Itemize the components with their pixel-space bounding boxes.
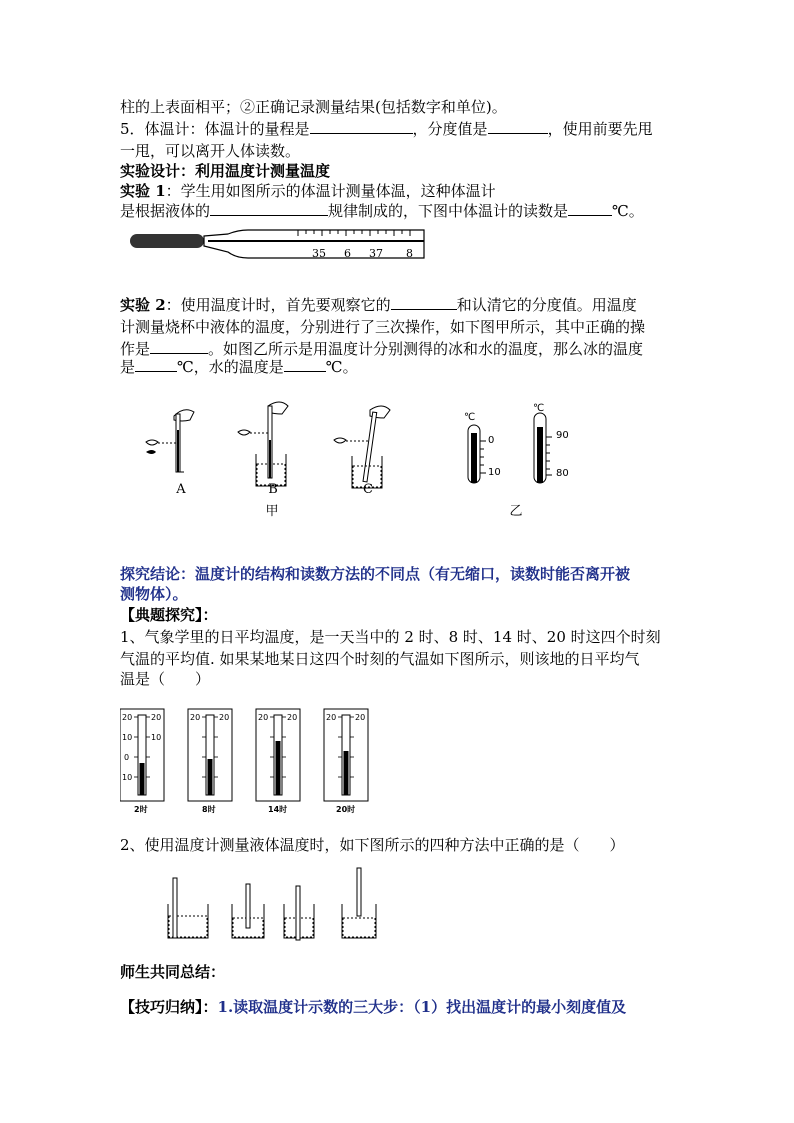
scale-14h-r20: 20 (287, 713, 298, 722)
experiment2-line-4: 是 ℃，水的温度是 ℃。 (120, 358, 358, 376)
scale-r-10: 10 (151, 733, 162, 742)
caption-jia: 甲 (265, 504, 279, 519)
operation-c (334, 406, 390, 488)
thermometer-bulb (130, 234, 204, 248)
scale-14h-20: 20 (258, 713, 269, 722)
beaker-method-b (232, 884, 264, 938)
scale-10: 10 (122, 733, 133, 742)
conclusion-line: 探究结论：温度计的结构和读数方法的不同点（有无缩口，读数时能否离开被 (120, 565, 631, 583)
four-beakers-figure (164, 866, 394, 942)
time-label-14h: 14时 (268, 805, 288, 814)
time-label-2h: 2时 (134, 805, 148, 814)
blank-range[interactable] (310, 119, 413, 134)
thermometer-water (534, 413, 552, 483)
time-label-8h: 8时 (202, 805, 216, 814)
question1-line-3: 温是（ ） (120, 670, 211, 688)
conclusion-line-2: 测物体）。 (120, 585, 188, 603)
skills-summary-line: 【技巧归纳】：1.读取温度计示数的三大步：（1）找出温度计的最小刻度值及 (120, 998, 627, 1016)
text-line-1: 柱的上表面相平；②正确记录测量结果(包括数字和单位)。 (120, 98, 507, 116)
scale-20h-20: 20 (326, 713, 337, 722)
tick-label-6: 6 (344, 247, 351, 260)
caption-yi: 乙 (509, 504, 523, 519)
experiment2-line-2: 计测量烧杯中液体的温度，分别进行了三次操作，如下图甲所示，其中正确的操 (120, 318, 646, 336)
scale-20: 20 (122, 713, 133, 722)
blank-reading[interactable] (568, 201, 612, 216)
blank-correct-op[interactable] (150, 339, 208, 354)
label-c: C (363, 482, 373, 497)
beaker-method-c (284, 886, 314, 940)
blank-principle[interactable] (210, 201, 328, 216)
time-label-20h: 20时 (336, 805, 356, 814)
beaker-method-a (168, 878, 208, 938)
typical-problems-heading: 【典题探究】： (120, 606, 218, 624)
text-line-3: 一甩，可以离开人体读数。 (120, 142, 301, 160)
experiment1-line: 实验 1：学生用如图所示的体温计测量体温，这种体温计 (120, 182, 496, 200)
label-b: B (268, 482, 278, 497)
therm2-unit: ℃ (533, 403, 545, 414)
scale-20h-r20: 20 (355, 713, 366, 722)
blank-water-temp[interactable] (284, 357, 326, 372)
operation-a (146, 410, 194, 472)
clinical-thermometer-figure (128, 226, 428, 266)
thermometer-ice (468, 425, 486, 483)
experiment2-line: 实验 2：使用温度计时，首先要观察它的 和认清它的分度值。用温度 (120, 296, 637, 314)
thermometer-14h (256, 709, 300, 801)
question1-line: 1、气象学里的日平均温度，是一天当中的 2 时、8 时、14 时、20 时这四个时刻 (120, 628, 661, 646)
scale-8h-20: 20 (190, 713, 201, 722)
therm1-top: 0 (488, 435, 495, 446)
label-a: A (176, 482, 186, 497)
blank-division[interactable] (488, 119, 548, 134)
operation-b (238, 402, 288, 486)
therm2-bottom: 80 (556, 468, 569, 479)
summary-heading: 师生共同总结： (120, 963, 226, 981)
experiment2-line-3: 作是 。如图乙所示是用温度计分别测得的冰和水的温度，那么冰的温度 (120, 340, 644, 358)
therm2-top: 90 (556, 430, 569, 441)
therm1-bottom: 10 (488, 467, 501, 478)
scale-8h-r20: 20 (219, 713, 230, 722)
tick-label-8: 8 (406, 247, 413, 260)
experiment1-line-2: 是根据液体的 规律制成的，下图中体温计的读数是 ℃。 (120, 202, 644, 220)
blank-ice-temp[interactable] (135, 357, 177, 372)
scale-10b: 10 (122, 773, 133, 782)
question1-line-2: 气温的平均值. 如果某地某日这四个时刻的气温如下图所示，则该地的日平均气 (120, 650, 640, 668)
thermometer-scale (298, 230, 410, 236)
scale-0: 0 (124, 753, 130, 762)
beaker-method-d (342, 868, 376, 938)
question2-line: 2、使用温度计测量液体温度时，如下图所示的四种方法中正确的是（ ） (120, 836, 625, 854)
tick-label-35: 35 (312, 247, 326, 260)
four-thermometers-figure (120, 707, 380, 817)
experiment-design-heading: 实验设计：利用温度计测量温度 (120, 162, 331, 180)
thermometer-8h (188, 709, 232, 801)
text-line-thermometer-range: 5．体温计：体温计的量程是 ，分度值是 ，使用前要先甩 (120, 120, 653, 138)
therm1-unit: ℃ (464, 412, 476, 423)
tick-label-37: 37 (369, 247, 383, 260)
thermometer-20h (324, 709, 368, 801)
scale-r-20: 20 (151, 713, 162, 722)
blank-range-observe[interactable] (391, 295, 457, 310)
